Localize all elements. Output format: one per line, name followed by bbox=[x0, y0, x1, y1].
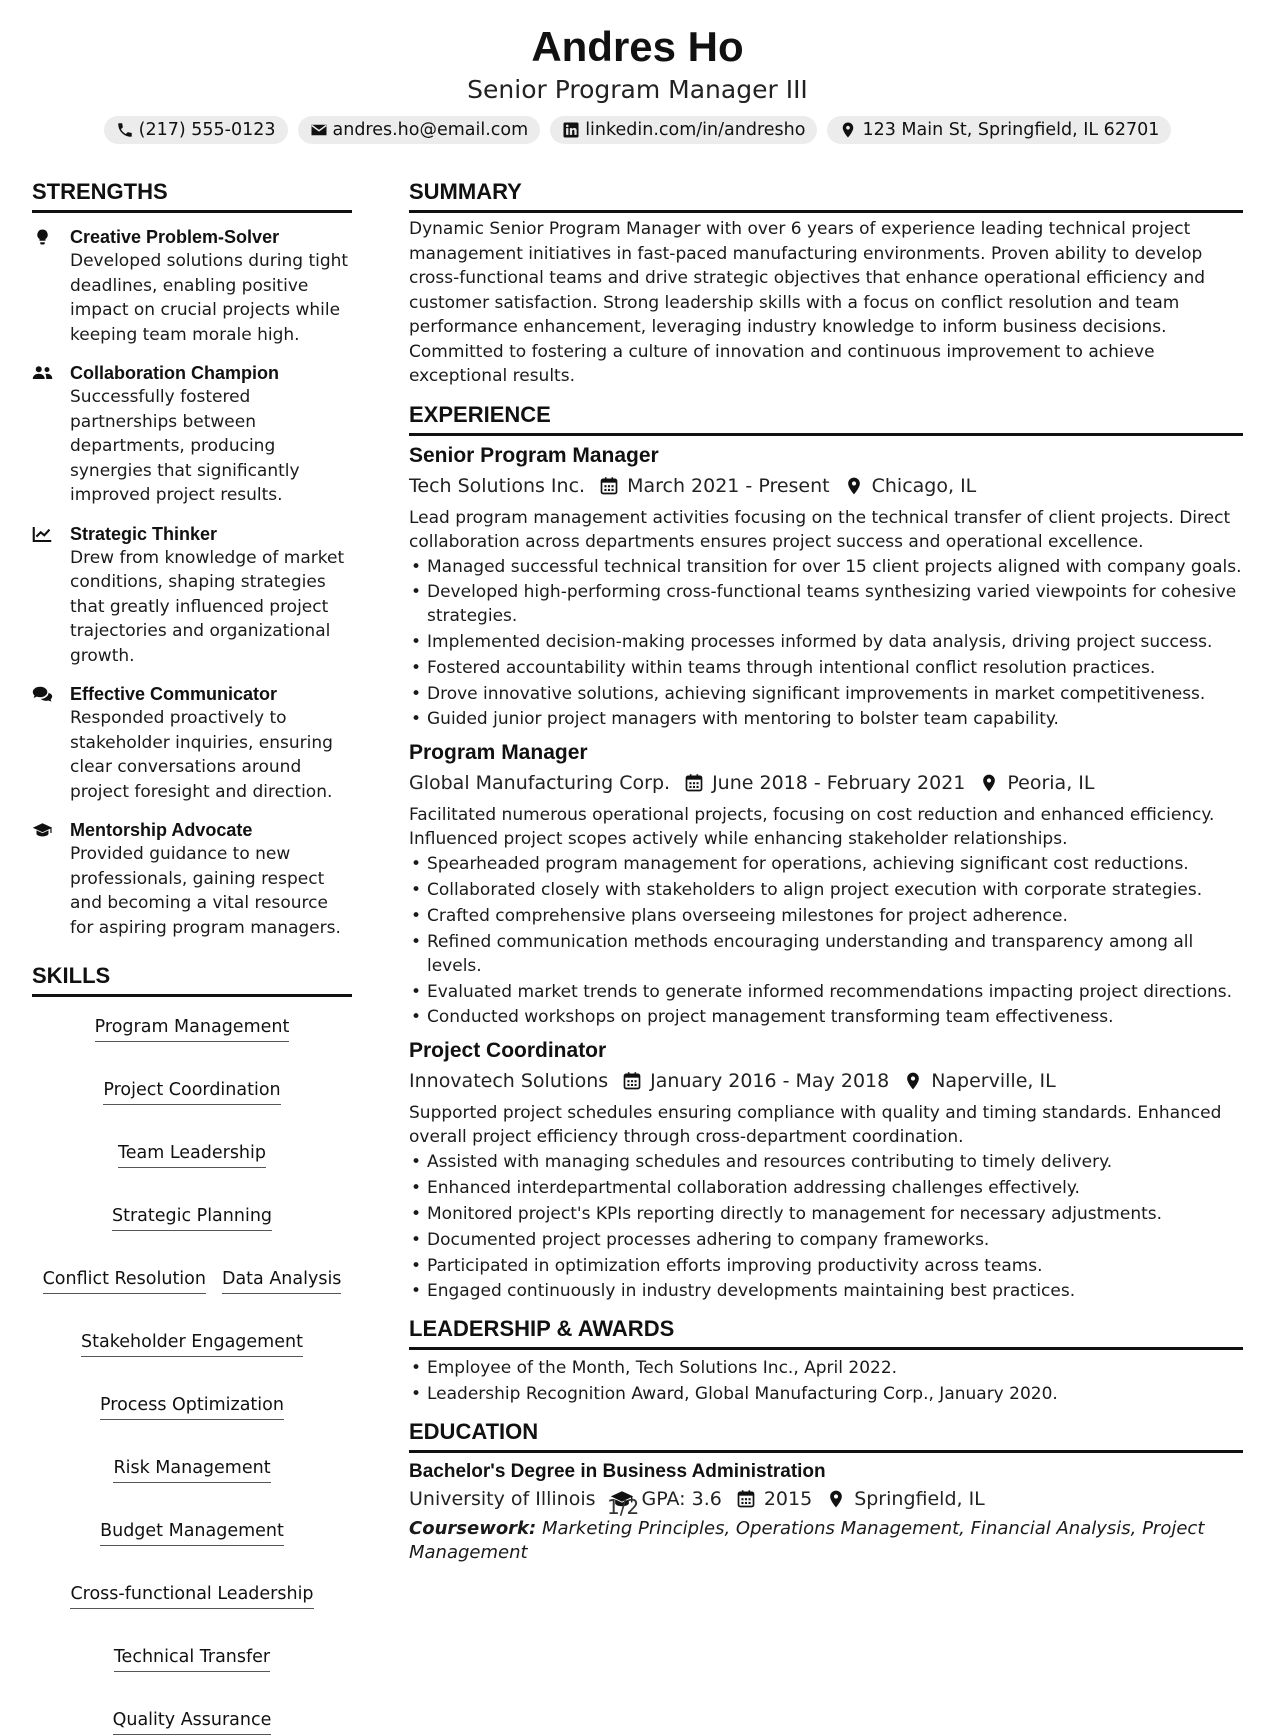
coursework-label: Coursework: bbox=[409, 1518, 537, 1540]
job-dates: June 2018 - February 2021 bbox=[712, 772, 966, 795]
skills-list bbox=[32, 1015, 352, 1735]
calendar-icon bbox=[736, 1489, 756, 1509]
awards-list bbox=[409, 1356, 1243, 1406]
job-company: Global Manufacturing Corp. bbox=[409, 772, 671, 795]
summary-heading: SUMMARY bbox=[409, 178, 1243, 213]
coursework-list: Marketing Principles, Operations Management, Financial Analysis, Project Management bbox=[409, 1518, 1205, 1564]
graduation-year: 2015 bbox=[763, 1488, 813, 1511]
skill-tag: Team Leadership bbox=[118, 1141, 266, 1168]
skill-tag: Program Management bbox=[95, 1015, 290, 1042]
bullet-item: • Managed successful technical transition for over 15 client projects aligned with company goals. bbox=[409, 555, 1243, 579]
job-company: Innovatech Solutions bbox=[409, 1070, 609, 1093]
bullet-item: • Evaluated market trends to generate informed recommendations impacting project directions. bbox=[409, 980, 1243, 1004]
job-description: Facilitated numerous operational projects, focusing on cost reduction and enhanced efficiency. Influenced project scopes actively while enhancing stakeholder relationships. bbox=[409, 805, 1215, 850]
job-meta bbox=[409, 1067, 1243, 1095]
job-dates: January 2016 - May 2018 bbox=[650, 1070, 890, 1093]
contact-phone[interactable] bbox=[104, 116, 288, 144]
bullet-item: • Crafted comprehensive plans overseeing milestones for project adherence. bbox=[409, 904, 1243, 928]
bullet-item: • Collaborated closely with stakeholders to align project execution with corporate strategies. bbox=[409, 878, 1243, 902]
job-title: Senior Program Manager bbox=[409, 443, 659, 467]
job-meta bbox=[409, 769, 1243, 797]
strength-title: Collaboration Champion bbox=[70, 363, 279, 383]
contact-address-text: 123 Main St, Springfield, IL 62701 bbox=[862, 120, 1160, 140]
bullet-item: • Conducted workshops on project management transforming team effectiveness. bbox=[409, 1005, 1243, 1029]
skills-heading: SKILLS bbox=[32, 962, 352, 997]
strength-desc: Provided guidance to new professionals, gaining respect and becoming a vital resource for aspiring program managers. bbox=[70, 844, 341, 938]
bullet-item: • Documented project processes adhering to company frameworks. bbox=[409, 1228, 1243, 1252]
job-title: Program Manager bbox=[409, 741, 588, 765]
bullet-item: • Refined communication methods encouraging understanding and transparency among all levels. bbox=[409, 930, 1243, 978]
left-column bbox=[32, 178, 352, 1735]
phone-icon bbox=[116, 121, 134, 139]
comments-icon bbox=[32, 685, 53, 703]
skill-tag: Project Coordination bbox=[103, 1078, 280, 1105]
coursework bbox=[409, 1517, 1243, 1565]
job-bullets bbox=[409, 555, 1243, 732]
skill-tag: Strategic Planning bbox=[112, 1204, 272, 1231]
strength-item bbox=[32, 682, 352, 804]
right-column bbox=[409, 178, 1243, 1565]
job-bullets bbox=[409, 1150, 1243, 1303]
bullet-item: • Spearheaded program management for operations, achieving significant cost reductions. bbox=[409, 852, 1243, 876]
gpa: GPA: 3.6 bbox=[641, 1488, 722, 1511]
skill-tag: Data Analysis bbox=[222, 1267, 341, 1294]
skill-tag: Budget Management bbox=[100, 1519, 284, 1546]
strength-item bbox=[32, 522, 352, 669]
strength-item bbox=[32, 361, 352, 508]
skill-tag: Cross-functional Leadership bbox=[70, 1582, 313, 1609]
resume-header bbox=[0, 22, 1275, 144]
summary-text: Dynamic Senior Program Manager with over 6 years of experience leading technical project management initiatives in fast-paced manufacturing environments. Proven ability to develop cross-functional teams and drive strategic objectives that enhance operational efficiency and customer satisfaction. Strong leadership skills with a focus on conflict resolution and team performance enhancement, leveraging industry knowledge to inform business decisions. Committed to fostering a culture of innovation and continuous improvement to achieve exceptional results. bbox=[409, 219, 1206, 386]
bullet-item: • Assisted with managing schedules and resources contributing to timely delivery. bbox=[409, 1150, 1243, 1174]
experience-heading: EXPERIENCE bbox=[409, 401, 1243, 436]
calendar-icon bbox=[622, 1071, 642, 1091]
map-marker-icon bbox=[979, 773, 999, 793]
map-marker-icon bbox=[844, 476, 864, 496]
map-marker-icon bbox=[826, 1489, 846, 1509]
education-meta bbox=[409, 1485, 1243, 1513]
job-entry bbox=[409, 442, 1243, 732]
chart-line-icon bbox=[32, 525, 53, 543]
calendar-icon bbox=[599, 476, 619, 496]
map-marker-icon bbox=[903, 1071, 923, 1091]
contact-linkedin[interactable] bbox=[550, 116, 817, 144]
job-company: Tech Solutions Inc. bbox=[409, 474, 586, 497]
bullet-item: • Guided junior project managers with mentoring to bolster team capability. bbox=[409, 707, 1243, 731]
strength-desc: Drew from knowledge of market conditions, shaping strategies that greatly influenced project trajectories and organizational growth. bbox=[70, 547, 345, 666]
contact-email[interactable] bbox=[298, 116, 541, 144]
contact-email-text: andres.ho@email.com bbox=[332, 120, 529, 140]
graduation-cap-icon bbox=[32, 821, 53, 839]
job-bullets bbox=[409, 852, 1243, 1029]
job-description: Lead program management activities focusing on the technical transfer of client projects. Direct collaboration across departments ensures project success and operational excellence. bbox=[409, 507, 1231, 552]
school-location: Springfield, IL bbox=[854, 1488, 985, 1511]
strength-title: Effective Communicator bbox=[70, 684, 278, 704]
job-description: Supported project schedules ensuring compliance with quality and timing standards. Enhanced overall project efficiency through cross-department coordination. bbox=[409, 1103, 1222, 1148]
job-location: Chicago, IL bbox=[871, 474, 977, 497]
strength-desc: Responded proactively to stakeholder inquiries, ensuring clear conversations around project foresight and direction. bbox=[70, 708, 333, 802]
strength-item bbox=[32, 225, 352, 347]
job-meta bbox=[409, 472, 1243, 500]
strength-title: Strategic Thinker bbox=[70, 523, 218, 544]
job-title: Project Coordinator bbox=[409, 1039, 607, 1063]
linkedin-icon bbox=[562, 121, 580, 139]
contact-phone-text: (217) 555-0123 bbox=[138, 120, 276, 140]
bullet-item: • Implemented decision-making processes informed by data analysis, driving project success. bbox=[409, 630, 1243, 654]
bullet-item: • Drove innovative solutions, achieving significant improvements in market competitiveness. bbox=[409, 682, 1243, 706]
education-heading: EDUCATION bbox=[409, 1418, 1243, 1453]
lightbulb-icon bbox=[32, 228, 53, 246]
award-item: • Employee of the Month, Tech Solutions Inc., April 2022. bbox=[409, 1356, 1243, 1380]
job-entry bbox=[409, 739, 1243, 1029]
skill-tag: Stakeholder Engagement bbox=[81, 1330, 303, 1357]
page-indicator: 1/2 bbox=[607, 1495, 640, 1519]
job-entry bbox=[409, 1037, 1243, 1303]
bullet-item: • Fostered accountability within teams through intentional conflict resolution practices. bbox=[409, 656, 1243, 680]
bullet-item: • Engaged continuously in industry developments maintaining best practices. bbox=[409, 1279, 1243, 1303]
strength-item bbox=[32, 818, 352, 940]
strength-title: Mentorship Advocate bbox=[70, 820, 253, 840]
school-name: University of Illinois bbox=[409, 1488, 596, 1511]
bullet-item: • Participated in optimization efforts improving productivity across teams. bbox=[409, 1254, 1243, 1278]
calendar-icon bbox=[684, 773, 704, 793]
envelope-icon bbox=[310, 121, 328, 139]
award-item: • Leadership Recognition Award, Global Manufacturing Corp., January 2020. bbox=[409, 1382, 1243, 1406]
job-location: Naperville, IL bbox=[931, 1070, 1056, 1093]
strength-desc: Successfully fostered partnerships between departments, producing synergies that significantly improved project results. bbox=[70, 387, 300, 505]
strengths-list bbox=[32, 225, 352, 940]
bullet-item: • Developed high-performing cross-functional teams synthesizing varied viewpoints for cohesive strategies. bbox=[409, 580, 1243, 628]
strength-desc: Developed solutions during tight deadlines, enabling positive impact on crucial projects while keeping team morale high. bbox=[70, 251, 349, 345]
contact-linkedin-text: linkedin.com/in/andresho bbox=[585, 120, 806, 140]
skill-tag: Process Optimization bbox=[100, 1393, 284, 1420]
contact-address[interactable] bbox=[827, 116, 1171, 144]
users-icon bbox=[32, 364, 53, 382]
candidate-title: Senior Program Manager III bbox=[467, 75, 808, 104]
skill-tag: Quality Assurance bbox=[113, 1708, 272, 1735]
degree-title: Bachelor's Degree in Business Administration bbox=[409, 1461, 826, 1483]
job-dates: March 2021 - Present bbox=[627, 474, 830, 497]
skill-tag: Conflict Resolution bbox=[43, 1267, 206, 1294]
strengths-heading: STRENGTHS bbox=[32, 178, 352, 213]
job-location: Peoria, IL bbox=[1007, 772, 1095, 795]
bullet-item: • Monitored project's KPIs reporting directly to management for necessary adjustments. bbox=[409, 1202, 1243, 1226]
candidate-name: Andres Ho bbox=[531, 23, 744, 70]
awards-heading: LEADERSHIP & AWARDS bbox=[409, 1315, 1243, 1350]
map-marker-icon bbox=[839, 121, 857, 139]
bullet-item: • Enhanced interdepartmental collaboration addressing challenges effectively. bbox=[409, 1176, 1243, 1200]
contact-bar bbox=[0, 116, 1275, 144]
skill-tag: Risk Management bbox=[113, 1456, 270, 1483]
skill-tag: Technical Transfer bbox=[114, 1645, 270, 1672]
strength-title: Creative Problem-Solver bbox=[70, 227, 280, 247]
